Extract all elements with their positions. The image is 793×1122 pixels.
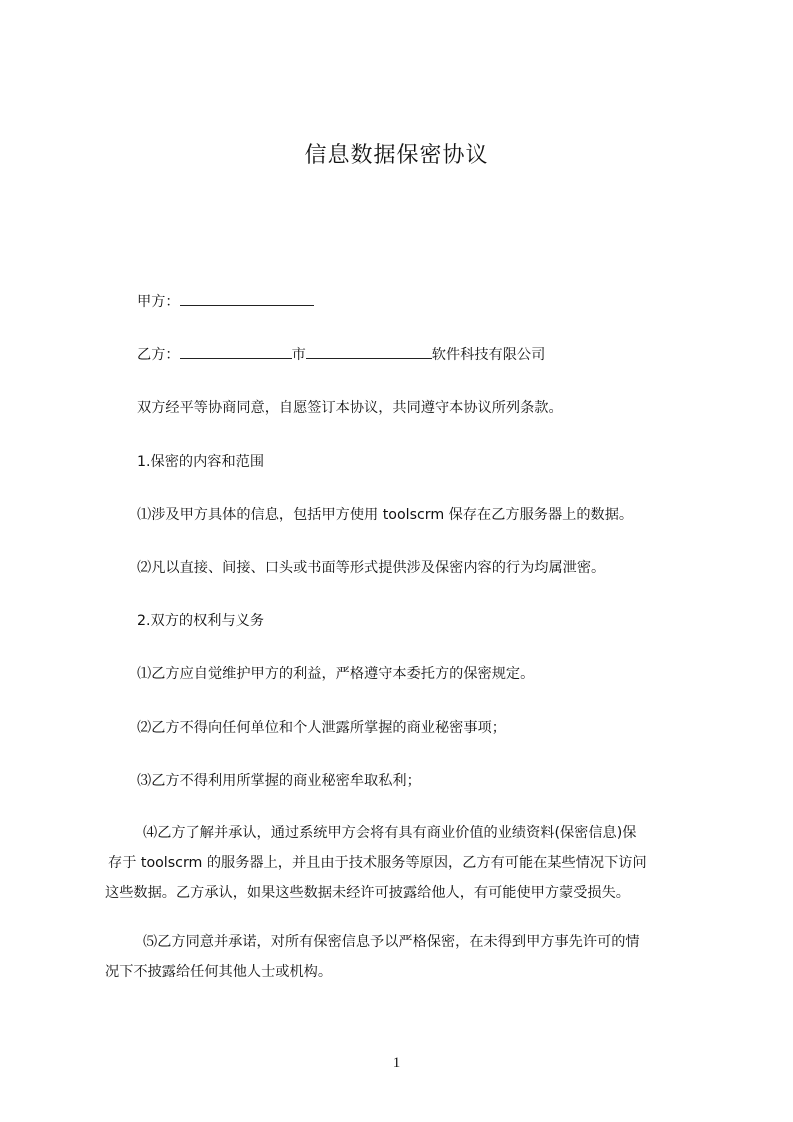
section1-item2: ⑵凡以直接、间接、口头或书面等形式提供涉及保密内容的行为均属泄密。 bbox=[137, 560, 606, 576]
party-b-city: 市 bbox=[291, 347, 306, 363]
party-b-company-suffix: 软件科技有限公司 bbox=[431, 347, 546, 363]
document-title: 信息数据保密协议 bbox=[304, 143, 489, 168]
section2-item5-line: 况下不披露给任何其他人士或机构。 bbox=[105, 964, 333, 980]
section2-item5-line: ⑸乙方同意并承诺，对所有保密信息予以严格保密，在未得到甲方事先许可的情 bbox=[143, 934, 640, 950]
page-number: 1 bbox=[392, 1055, 401, 1071]
section2-item1: ⑴乙方应自觉维护甲方的利益，严格遵守本委托方的保密规定。 bbox=[137, 666, 535, 682]
party-b-company-blank bbox=[306, 344, 432, 359]
party-b-line bbox=[137, 344, 545, 365]
section1-item1: ⑴涉及甲方具体的信息，包括甲方使用 toolscrm 保存在乙方服务器上的数据。 bbox=[137, 507, 634, 523]
section2-item4-line: 存于 toolscrm 的服务器上，并且由于技术服务等原因，乙方有可能在某些情况下访问 bbox=[108, 855, 647, 871]
section2-item3: ⑶乙方不得利用所掌握的商业秘密牟取私利； bbox=[137, 773, 421, 789]
party-a-line bbox=[137, 291, 314, 312]
section2-item4-line: 这些数据。乙方承认，如果这些数据未经许可披露给他人，有可能使甲方蒙受损失。 bbox=[105, 885, 630, 901]
party-b-city-blank bbox=[180, 344, 292, 359]
party-a-label: 甲方： bbox=[137, 294, 180, 310]
section2-item2: ⑵乙方不得向任何单位和个人泄露所掌握的商业秘密事项； bbox=[137, 720, 506, 736]
section1-heading: 1.保密的内容和范围 bbox=[137, 454, 265, 470]
party-b-label: 乙方： bbox=[137, 347, 180, 363]
section2-item4 bbox=[105, 818, 705, 908]
section2-item4-line: ⑷乙方了解并承认，通过系统甲方会将有具有商业价值的业绩资料(保密信息)保 bbox=[143, 825, 637, 841]
section2-heading: 2.双方的权利与义务 bbox=[137, 613, 265, 629]
section2-item5 bbox=[105, 927, 705, 987]
intro-text: 双方经平等协商同意，自愿签订本协议，共同遵守本协议所列条款。 bbox=[137, 400, 563, 416]
party-a-blank bbox=[180, 291, 314, 306]
